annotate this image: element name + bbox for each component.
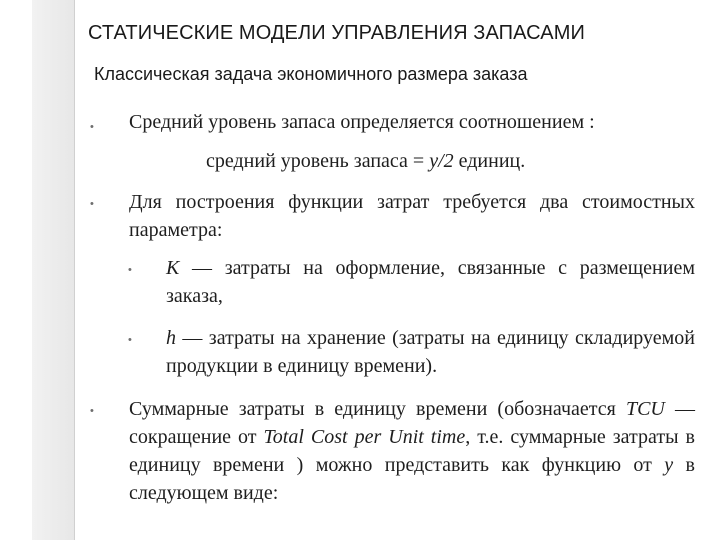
formula-prefix: средний уровень запаса =: [206, 150, 430, 172]
bullet-icon: •: [90, 198, 94, 210]
var-y: y: [664, 454, 674, 476]
sub-bullet-icon: •: [128, 264, 132, 276]
slide-left-border: [32, 0, 75, 540]
sub-bullet-1-desc: — затраты на оформление, связанные с размещением заказа,: [166, 257, 695, 307]
sub-bullet-1-text: [166, 254, 695, 310]
var-k: K: [166, 257, 180, 279]
english-term: Total Cost per Unit time: [263, 426, 466, 448]
bullet-3-text: [129, 395, 695, 507]
var-h: h: [166, 327, 176, 349]
bullet-icon: •: [90, 121, 94, 133]
bullet-3-part1: Суммарные затраты в единицу времени (обозначается: [129, 398, 626, 420]
bullet-3-part3: , т.е. суммарные затраты в единицу времени ) можно представить как функцию от: [129, 426, 696, 476]
bullet-icon: •: [90, 405, 94, 417]
sub-bullet-icon: •: [128, 334, 132, 346]
slide-title: СТАТИЧЕСКИЕ МОДЕЛИ УПРАВЛЕНИЯ ЗАПАСАМИ: [88, 22, 585, 44]
bullet-3-part4: в следующем виде:: [129, 454, 695, 504]
formula-suffix: единиц.: [453, 150, 526, 172]
bullet-3-part2: — сокращение от: [129, 398, 696, 448]
slide-subtitle: Классическая задача экономичного размера заказа: [94, 64, 528, 84]
bullet-1-text: Средний уровень запаса определяется соотношением :: [129, 111, 595, 133]
formula-variable: y/2: [429, 150, 454, 172]
sub-bullet-2-text: [166, 324, 695, 380]
sub-bullet-2-desc: — затраты на хранение (затраты на единицу складируемой продукции в единицу времени).: [166, 327, 695, 377]
formula-average-stock: [206, 150, 525, 173]
bullet-2-text: Для построения функции затрат требуется два стоимостных параметра:: [129, 191, 695, 241]
tcu-abbrev: TCU: [625, 398, 665, 420]
